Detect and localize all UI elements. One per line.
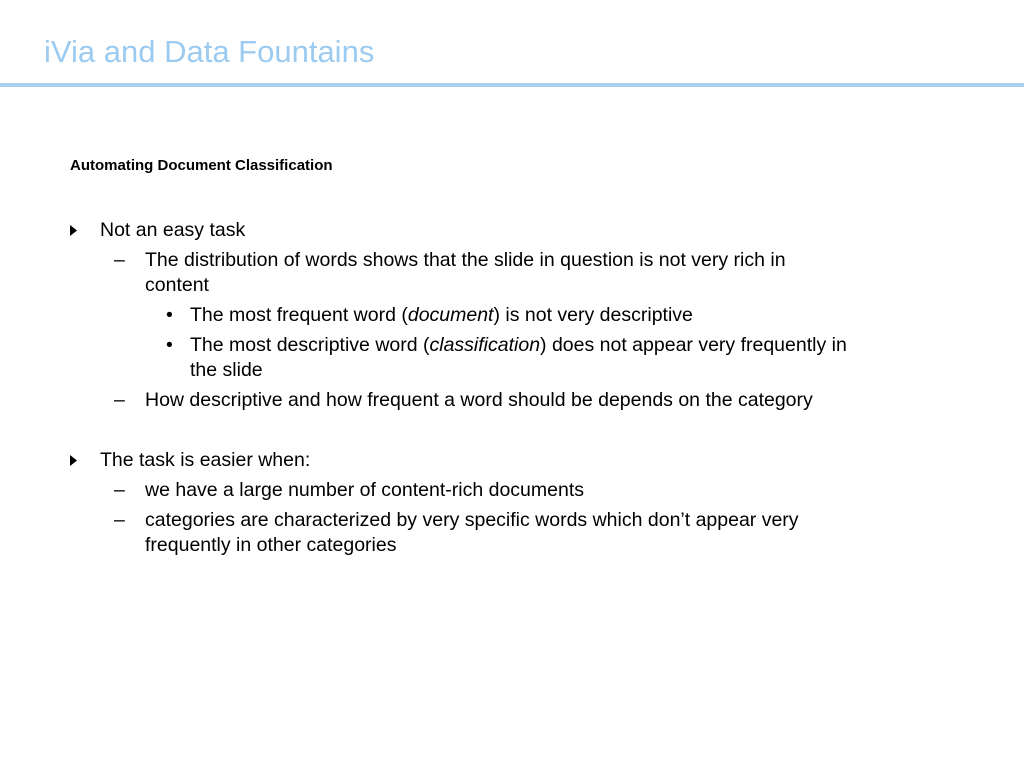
bullet-text: we have a large number of content-rich documents (145, 479, 584, 501)
bullet-level3 (166, 333, 847, 358)
dot-marker: • (166, 334, 173, 356)
bullet-continuation (190, 358, 263, 383)
triangle-right-bullet-icon (70, 448, 82, 473)
bullet-level3 (166, 303, 693, 328)
bullet-text: content (145, 274, 209, 296)
bullet-text: frequently in other categories (145, 534, 397, 556)
dot-marker: • (166, 304, 173, 326)
bullet-text: The distribution of words shows that the slide in question is not very rich in (145, 249, 786, 271)
slide-subtitle: Automating Document Classification (70, 157, 333, 174)
bullet-level2 (114, 248, 786, 273)
bullet-level2 (114, 388, 813, 413)
bullet-text: The most frequent word (document) is not very descriptive (190, 304, 693, 326)
bullet-level1 (100, 218, 245, 243)
dash-marker: – (114, 249, 125, 271)
bullet-text: categories are characterized by very specific words which don’t appear very (145, 509, 799, 531)
bullet-text: The most descriptive word (classification) does not appear very frequently in (190, 334, 847, 356)
emphasized-word: classification (429, 334, 541, 356)
bullet-text: the slide (190, 359, 263, 381)
bullet-continuation (145, 273, 209, 298)
emphasized-word: document (407, 304, 494, 326)
bullet-level1 (100, 448, 310, 473)
triangle-right-bullet-icon (70, 218, 82, 243)
bullet-text: Not an easy task (100, 219, 246, 241)
bullet-continuation (145, 533, 396, 558)
dash-marker: – (114, 509, 125, 531)
dash-marker: – (114, 479, 125, 501)
bullet-text: The task is easier when: (100, 449, 311, 471)
bullet-text: How descriptive and how frequent a word should be depends on the category (145, 389, 813, 411)
bullet-level2 (114, 478, 584, 503)
slide-title: iVia and Data Fountains (44, 34, 375, 69)
bullet-level2 (114, 508, 799, 533)
dash-marker: – (114, 389, 125, 411)
